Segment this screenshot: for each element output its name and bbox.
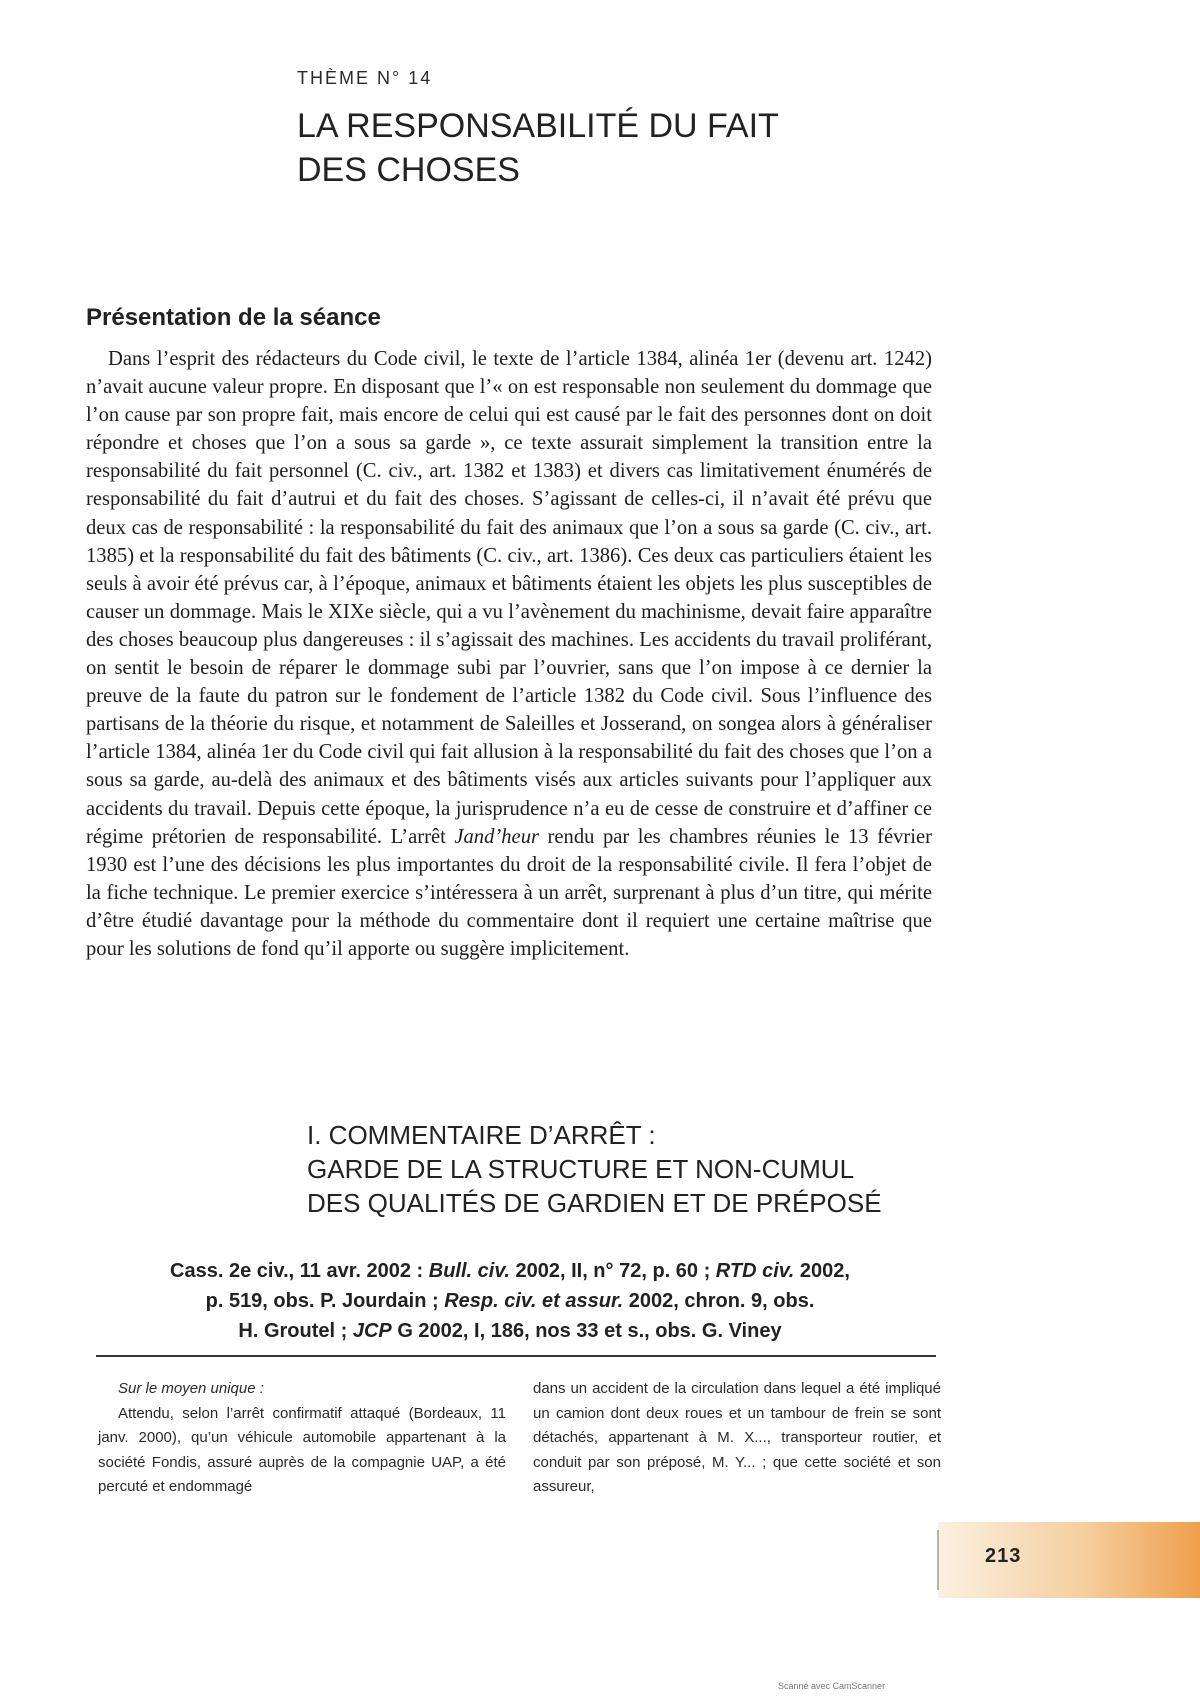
judgment-lead: Sur le moyen unique : — [118, 1380, 264, 1397]
citation-text: 2002, chron. 9, obs. — [623, 1290, 815, 1312]
citation-journal: RTD civ. — [715, 1260, 795, 1282]
page-edge-line — [937, 1530, 939, 1590]
presentation-paragraph — [86, 345, 932, 963]
case-citation — [90, 1256, 930, 1346]
judgment-column-right — [533, 1377, 941, 1500]
paragraph-part-1: Dans l’esprit des rédacteurs du Code civil, le texte de l’article 1384, alinéa 1er (devenu art. 1242) n’avait aucune valeur propre. En disposant que l’« on est responsable non seulement du dommage que l’on cause par son propre fait, mais encore de celui qui est causé par le fait des personnes dont on doit répondre et choses que l’on a sous sa garde », ce texte assurait simplement la transition entre la responsabilité du fait personnel (C. civ., art. 1382 et 1383) et divers cas limitativement énumérés de responsabilité du fait d’autrui et du fait des choses. S’agissant de celles-ci, il n’avait été prévu que deux cas de responsabilité : la responsabilité du fait des animaux que l’on a sous sa garde (C. civ., art. 1385) et la responsabilité du fait des bâtiments (C. civ., art. 1386). Ces deux cas particuliers étaient les seuls à avoir été prévus car, à l’époque, animaux et bâtiments étaient les objets les plus susceptibles de causer un dommage. Mais le XIXe siècle, qui a vu l’avènement du machinisme, devait faire apparaître des choses beaucoup plus dangereuses : il s’agissait des machines. Les accidents du travail proliférant, on sentit le besoin de réparer le dommage subi par l’ouvrier, sans que l’on impose à ce dernier la preuve de la faute du patron sur le fondement de l’article 1382 du Code civil. Sous l’influence des partisans de la théorie du risque, et notamment de Saleilles et Josserand, on songea alors à généraliser l’article 1384, alinéa 1er du Code civil qui fait allusion à la responsabilité du fait des choses que l’on a sous sa garde, au-delà des animaux et des bâtiments visés aux articles suivants pour l’appliquer aux accidents du travail. Depuis cette époque, la jurisprudence n’a eu de cesse de construire et d’affiner ce régime prétorien de responsabilité. L’arrêt — [86, 348, 932, 848]
judgment-right-text: dans un accident de la circulation dans lequel a été impliqué un camion dont deux roues et un tambour de frein se sont détachés, appartenant à M. X..., transporteur routier, et conduit par son préposé, M. Y... ; que cette société et son assureur, — [533, 1380, 941, 1495]
citation-text: 2002, II, n° 72, p. 60 ; — [509, 1260, 716, 1282]
title-line-1: LA RESPONSABILITÉ DU FAIT — [297, 107, 779, 145]
scanner-watermark: Scanné avec CamScanner — [778, 1681, 886, 1691]
citation-line-1 — [90, 1256, 930, 1286]
citation-line-3 — [90, 1316, 930, 1346]
citation-journal: Resp. civ. et assur. — [444, 1290, 624, 1312]
page-number-tab — [938, 1522, 1200, 1598]
exercise-heading-line-2: GARDE DE LA STRUCTURE ET NON-CUMUL — [307, 1154, 855, 1184]
title-line-2: DES CHOSES — [297, 151, 520, 189]
paragraph-italic-case-name: Jand’heur — [454, 825, 540, 848]
theme-label: THÈME N° 14 — [297, 68, 433, 88]
citation-text: Cass. 2e civ., 11 avr. 2002 : — [170, 1260, 429, 1282]
judgment-left-text: Attendu, selon l’arrêt confirmatif attaqué (Bordeaux, 11 janv. 2000), qu’un véhicule automobile appartenant à la société Fondis, assuré auprès de la compagnie UAP, a été percuté et endommagé — [98, 1404, 506, 1495]
divider-rule — [96, 1355, 936, 1357]
judgment-column-left — [98, 1377, 506, 1500]
citation-text: 2002, — [794, 1260, 850, 1282]
citation-text: H. Groutel ; — [238, 1320, 353, 1342]
paragraph-part-2: rendu par les chambres réunies le 13 février 1930 est l’une des décisions les plus importantes du droit de la responsabilité civile. Il fera l’objet de la fiche technique. Le premier exercice s’intéressera à un arrêt, surprenant à plus d’un titre, qui mérite d’être étudié davantage pour la méthode du commentaire dont il requiert une certaine maîtrise que pour les solutions de fond qu’il apporte ou suggère implicitement. — [86, 825, 932, 960]
page-number: 213 — [985, 1545, 1022, 1567]
page-title — [297, 104, 897, 192]
citation-text: G 2002, I, 186, nos 33 et s., obs. G. Viney — [391, 1320, 782, 1342]
citation-journal: JCP — [352, 1320, 392, 1342]
section-heading: Présentation de la séance — [86, 304, 381, 331]
citation-text: p. 519, obs. P. Jourdain ; — [205, 1290, 445, 1312]
citation-journal: Bull. civ. — [428, 1260, 510, 1282]
exercise-heading — [307, 1118, 947, 1220]
exercise-heading-line-3: DES QUALITÉS DE GARDIEN ET DE PRÉPOSÉ — [307, 1188, 882, 1218]
citation-line-2 — [90, 1286, 930, 1316]
exercise-heading-line-1: I. COMMENTAIRE D’ARRÊT : — [307, 1120, 656, 1150]
